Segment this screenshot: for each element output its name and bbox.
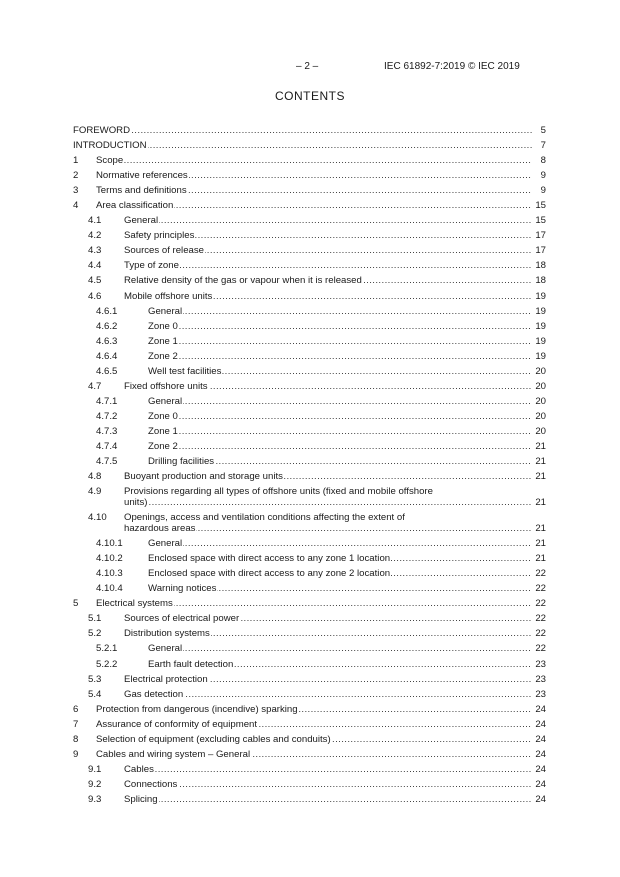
toc-entry[interactable] xyxy=(73,168,546,183)
toc-entry-number: 7 xyxy=(73,718,79,730)
toc-entry-number: 4.6.5 xyxy=(96,365,118,377)
toc-entry-number: 4.6 xyxy=(88,290,102,302)
dot-leader xyxy=(148,409,532,424)
toc-entry-page: 22 xyxy=(534,611,546,626)
toc-entry-page: 20 xyxy=(534,409,546,424)
toc-entry[interactable] xyxy=(73,123,546,138)
toc-entry-title: Enclosed space with direct access to any zone 2 location xyxy=(148,568,391,580)
dot-leader xyxy=(148,319,532,334)
toc-entry[interactable] xyxy=(73,762,546,777)
standard-reference: IEC 61892-7:2019 © IEC 2019 xyxy=(384,61,520,72)
toc-entry-title-continued: hazardous areas xyxy=(124,523,196,535)
toc-entry[interactable] xyxy=(73,183,546,198)
toc-entry-number: 9.3 xyxy=(88,793,102,805)
toc-entry[interactable] xyxy=(73,672,546,687)
toc-entry-page: 20 xyxy=(534,379,546,394)
toc-entry[interactable] xyxy=(73,409,546,424)
toc-entry-title: Selection of equipment (excluding cables and conduits) xyxy=(96,733,331,745)
toc-entry-title: Zone 0 xyxy=(148,320,178,332)
toc-entry[interactable] xyxy=(73,394,546,409)
toc-entry-title: Mobile offshore units xyxy=(124,290,213,302)
dot-leader xyxy=(124,762,532,777)
toc-entry-title: General xyxy=(148,538,183,550)
dot-leader xyxy=(124,777,532,792)
dot-leader xyxy=(148,424,532,439)
toc-entry-number: 4.7.4 xyxy=(96,440,118,452)
toc-entry-page: 23 xyxy=(534,657,546,672)
toc-entry-title: Protection from dangerous (incendive) sparking xyxy=(96,703,298,715)
toc-entry-page: 23 xyxy=(534,672,546,687)
toc-entry-number: 4.2 xyxy=(88,230,102,242)
toc-entry-page: 22 xyxy=(534,641,546,656)
toc-entry-page: 24 xyxy=(534,702,546,717)
toc-entry-number: 5.2.2 xyxy=(96,658,118,670)
toc-entry-title: Fixed offshore units xyxy=(124,380,208,392)
toc-entry-title: Relative density of the gas or vapour when it is released xyxy=(124,275,362,287)
toc-entry-title: Sources of release xyxy=(124,245,204,257)
page-number: – 2 – xyxy=(296,61,319,72)
toc-entry-page: 20 xyxy=(534,424,546,439)
toc-entry-number: 5.4 xyxy=(88,688,102,700)
toc-entry-number: 4.9 xyxy=(88,486,102,498)
toc-entry[interactable] xyxy=(73,334,546,349)
toc-entry-page: 22 xyxy=(534,581,546,596)
toc-entry[interactable] xyxy=(73,611,546,626)
toc-entry-page: 9 xyxy=(540,183,546,198)
toc-entry[interactable] xyxy=(73,777,546,792)
toc-entry[interactable] xyxy=(73,439,546,454)
toc-entry-title: General xyxy=(148,305,183,317)
toc-entry-title: Enclosed space with direct access to any zone 1 location xyxy=(148,553,391,565)
toc-entry[interactable] xyxy=(73,228,546,243)
dot-leader xyxy=(148,641,532,656)
toc-entry-number: 4.4 xyxy=(88,260,102,272)
toc-entry-page: 9 xyxy=(540,168,546,183)
toc-entry-title: Provisions regarding all types of offshore units (fixed and mobile offshore xyxy=(124,486,433,498)
toc-entry-number: 4.10.2 xyxy=(96,553,123,565)
toc-entry-page: 18 xyxy=(534,258,546,273)
toc-entry-number: 3 xyxy=(73,185,79,197)
toc-entry-title: Buoyant production and storage units xyxy=(124,471,283,483)
toc-entry-number: 4.10.4 xyxy=(96,583,123,595)
toc-entry-title: Openings, access and ventilation conditions affecting the extent of xyxy=(124,512,405,524)
toc-entry-page: 21 xyxy=(534,536,546,551)
toc-entry-number: 4.7.1 xyxy=(96,395,118,407)
toc-entry-number: 4.6.4 xyxy=(96,350,118,362)
toc-entry[interactable] xyxy=(73,153,546,168)
dot-leader xyxy=(148,394,532,409)
toc-entry-title: Sources of electrical power xyxy=(124,613,240,625)
toc-entry[interactable] xyxy=(73,792,546,807)
toc-entry-page: 20 xyxy=(534,364,546,379)
toc-entry[interactable] xyxy=(73,717,546,732)
toc-entry[interactable] xyxy=(73,510,546,536)
toc-entry-title: INTRODUCTION xyxy=(73,140,147,152)
dot-leader xyxy=(148,349,532,364)
table-of-contents xyxy=(73,123,546,807)
toc-entry-title: Well test facilities xyxy=(148,365,222,377)
toc-entry-page: 24 xyxy=(534,717,546,732)
dot-leader xyxy=(124,687,532,702)
dot-leader xyxy=(148,304,532,319)
toc-entry[interactable] xyxy=(73,484,546,510)
toc-entry-page: 15 xyxy=(534,198,546,213)
toc-entry-page: 24 xyxy=(534,762,546,777)
toc-entry-title: Electrical protection xyxy=(124,673,208,685)
toc-entry-number: 5.3 xyxy=(88,673,102,685)
toc-entry-number: 4.1 xyxy=(88,215,102,227)
toc-entry-title: Electrical systems xyxy=(96,598,173,610)
toc-entry-page: 17 xyxy=(534,228,546,243)
toc-entry-title: Distribution systems xyxy=(124,628,210,640)
toc-entry-page: 19 xyxy=(534,349,546,364)
toc-entry-number: 1 xyxy=(73,155,79,167)
toc-entry[interactable] xyxy=(73,657,546,672)
toc-entry-page: 19 xyxy=(534,334,546,349)
toc-entry-page: 22 xyxy=(534,566,546,581)
toc-entry-page: 19 xyxy=(534,304,546,319)
toc-entry-page: 19 xyxy=(534,289,546,304)
toc-entry-title: Splicing xyxy=(124,793,158,805)
dot-leader xyxy=(124,213,532,228)
toc-entry-number: 9 xyxy=(73,748,79,760)
toc-entry-page: 21 xyxy=(534,551,546,566)
toc-entry-title: Scope xyxy=(96,155,124,167)
toc-entry-title-continued: units) xyxy=(124,497,148,509)
toc-entry-title: Area classification xyxy=(96,200,174,212)
toc-entry-page: 24 xyxy=(534,747,546,762)
toc-entry[interactable] xyxy=(73,566,546,581)
toc-entry-title: Warning notices xyxy=(148,583,217,595)
toc-entry[interactable] xyxy=(73,138,546,153)
toc-entry[interactable] xyxy=(73,304,546,319)
toc-entry[interactable] xyxy=(73,687,546,702)
toc-entry-page: 21 xyxy=(534,469,546,484)
toc-entry-number: 4.8 xyxy=(88,471,102,483)
toc-entry-page: 17 xyxy=(534,243,546,258)
toc-entry-title: FOREWORD xyxy=(73,125,131,136)
toc-entry-title: Connections xyxy=(124,778,178,790)
dot-leader xyxy=(148,536,532,551)
toc-entry-number: 5.2 xyxy=(88,628,102,640)
toc-entry-number: 4.5 xyxy=(88,275,102,287)
dot-leader xyxy=(96,153,532,168)
toc-entry-number: 9.1 xyxy=(88,763,102,775)
toc-entry-title: Zone 0 xyxy=(148,410,178,422)
toc-entry[interactable] xyxy=(73,379,546,394)
toc-entry[interactable] xyxy=(73,349,546,364)
toc-entry-title: Earth fault detection xyxy=(148,658,234,670)
toc-entry-page: 21 xyxy=(534,454,546,469)
dot-leader xyxy=(148,334,532,349)
toc-entry[interactable] xyxy=(73,702,546,717)
toc-entry-title: General xyxy=(124,215,159,227)
dot-leader xyxy=(73,123,532,138)
toc-entry-page: 5 xyxy=(540,123,546,138)
toc-entry-title: General xyxy=(148,643,183,655)
toc-entry[interactable] xyxy=(73,424,546,439)
toc-entry[interactable] xyxy=(73,258,546,273)
page-title: CONTENTS xyxy=(275,89,345,103)
toc-entry-number: 6 xyxy=(73,703,79,715)
toc-entry-number: 5 xyxy=(73,598,79,610)
toc-entry-page: 24 xyxy=(534,777,546,792)
toc-entry-number: 4.7.3 xyxy=(96,425,118,437)
toc-entry-title: Terms and definitions xyxy=(96,185,187,197)
toc-entry-page: 24 xyxy=(534,792,546,807)
toc-entry-number: 4.7.5 xyxy=(96,456,118,468)
toc-entry[interactable] xyxy=(73,536,546,551)
toc-entry-number: 4.10.3 xyxy=(96,568,123,580)
toc-entry-page: 22 xyxy=(534,596,546,611)
toc-entry-page: 7 xyxy=(540,138,546,153)
toc-entry-title: Cables and wiring system – General xyxy=(96,748,251,760)
toc-entry-title: Gas detection xyxy=(124,688,184,700)
toc-entry-number: 4.3 xyxy=(88,245,102,257)
toc-entry[interactable] xyxy=(73,273,546,288)
toc-entry-title: Zone 1 xyxy=(148,425,178,437)
toc-entry-page: 20 xyxy=(534,394,546,409)
toc-entry-number: 4.10 xyxy=(88,512,107,524)
toc-entry[interactable] xyxy=(73,596,546,611)
toc-entry-number: 5.1 xyxy=(88,613,102,625)
toc-entry-page: 18 xyxy=(534,273,546,288)
toc-entry-title: Normative references xyxy=(96,170,188,182)
toc-entry-page: 21 xyxy=(534,521,546,536)
toc-entry[interactable] xyxy=(73,454,546,469)
toc-entry-title: Safety principles xyxy=(124,230,195,242)
toc-entry-number: 4.6.2 xyxy=(96,320,118,332)
toc-entry-page: 8 xyxy=(540,153,546,168)
toc-entry-title: Zone 2 xyxy=(148,440,178,452)
toc-entry[interactable] xyxy=(73,732,546,747)
toc-entry[interactable] xyxy=(73,626,546,641)
toc-entry-number: 4.10.1 xyxy=(96,538,123,550)
toc-entry-number: 2 xyxy=(73,170,79,182)
toc-entry[interactable] xyxy=(73,551,546,566)
toc-entry-number: 4.6.1 xyxy=(96,305,118,317)
toc-entry-title: Drilling facilities xyxy=(148,456,215,468)
toc-entry-number: 5.2.1 xyxy=(96,643,118,655)
dot-leader xyxy=(124,792,532,807)
toc-entry[interactable] xyxy=(73,198,546,213)
toc-entry-number: 9.2 xyxy=(88,778,102,790)
toc-entry-title: Type of zone xyxy=(124,260,179,272)
toc-entry-number: 4.7 xyxy=(88,380,102,392)
toc-entry[interactable] xyxy=(73,319,546,334)
toc-entry-page: 19 xyxy=(534,319,546,334)
toc-entry[interactable] xyxy=(73,581,546,596)
toc-entry-page: 23 xyxy=(534,687,546,702)
toc-entry-page: 21 xyxy=(534,495,546,510)
toc-entry-page: 22 xyxy=(534,626,546,641)
toc-entry-page: 24 xyxy=(534,732,546,747)
toc-entry-title: Zone 2 xyxy=(148,350,178,362)
toc-entry-number: 8 xyxy=(73,733,79,745)
dot-leader xyxy=(148,439,532,454)
toc-entry-page: 15 xyxy=(534,213,546,228)
dot-leader xyxy=(124,258,532,273)
toc-entry-title: Zone 1 xyxy=(148,335,178,347)
toc-entry[interactable] xyxy=(73,641,546,656)
toc-entry-title: Cables xyxy=(124,763,154,775)
toc-entry-title: Assurance of conformity of equipment xyxy=(96,718,258,730)
toc-entry[interactable] xyxy=(73,289,546,304)
toc-entry-title: General xyxy=(148,395,183,407)
toc-entry-number: 4.7.2 xyxy=(96,410,118,422)
toc-entry[interactable] xyxy=(73,747,546,762)
toc-entry[interactable] xyxy=(73,243,546,258)
toc-entry-number: 4 xyxy=(73,200,79,212)
toc-entry-page: 21 xyxy=(534,439,546,454)
toc-entry[interactable] xyxy=(73,469,546,484)
toc-entry-number: 4.6.3 xyxy=(96,335,118,347)
toc-entry[interactable] xyxy=(73,213,546,228)
toc-entry[interactable] xyxy=(73,364,546,379)
